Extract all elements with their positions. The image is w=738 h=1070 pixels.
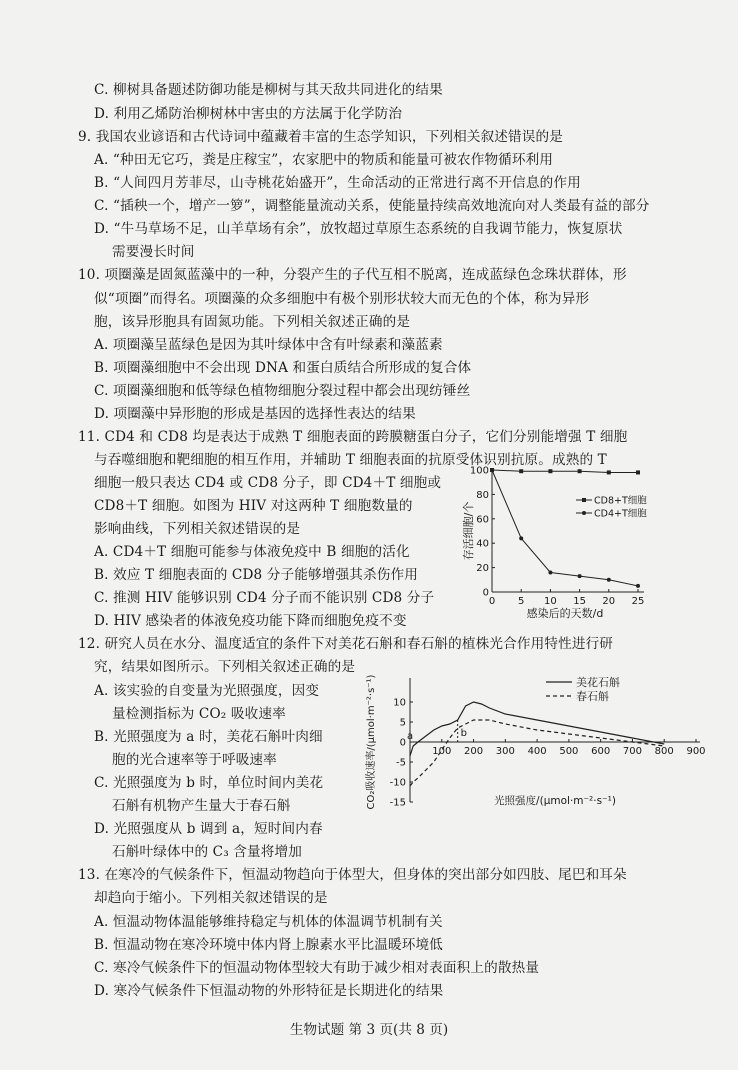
- x-tick-label: 15: [573, 596, 586, 607]
- q12-option-d-1: D. 光照强度从 b 调到 a，短时间内春: [94, 821, 323, 837]
- x-tick-label: 25: [631, 596, 645, 607]
- y-tick-label: 0: [482, 587, 489, 599]
- x-tick-label: 5: [518, 596, 525, 607]
- legend-label: 春石斛: [576, 690, 609, 703]
- q10-option-d: D. 项圈藻中异形胞的形成是基因的选择性表达的结果: [94, 406, 416, 422]
- q11-option-c: C. 推测 HIV 能够识别 CD4 分子而不能识别 CD8 分子: [94, 590, 435, 606]
- y-tick-label: 60: [476, 514, 489, 526]
- q13-option-a: A. 恒温动物体温能够维持稳定与机体的体温调节机制有关: [94, 914, 443, 930]
- q12-stem-2: 究，结果如图所示。下列相关叙述正确的是: [94, 659, 356, 675]
- q10-option-b: B. 项圈藻细胞中不会出现 DNA 和蛋白质结合所形成的复合体: [94, 360, 472, 376]
- y-tick-label: 20: [476, 563, 489, 575]
- x-tick-label: 600: [591, 746, 611, 757]
- y-tick-label: 0: [399, 737, 406, 749]
- q11-stem-2: 与吞噬细胞和靶细胞的相互作用，并辅助 T 细胞表面的抗原受体识别抗原。成熟的 T: [94, 452, 607, 468]
- q13-option-b: B. 恒温动物在寒冷环境中体内肾上腺素水平比温暖环境低: [94, 937, 443, 953]
- annotation-a: a: [406, 731, 414, 742]
- data-point-dot: [607, 578, 611, 582]
- q8-option-d: D. 利用乙烯防治柳树林中害虫的方法属于化学防治: [94, 106, 403, 122]
- q9-option-d-cont: 需要漫长时间: [112, 244, 195, 260]
- q11-option-b: B. 效应 T 细胞表面的 CD8 分子能够增强其杀伤作用: [94, 567, 418, 583]
- x-axis-title: 光照强度/(μmol·m⁻²·s⁻¹): [494, 795, 616, 807]
- q12-option-a-2: 量检测指标为 CO₂ 吸收速率: [112, 706, 286, 722]
- data-point-dot: [490, 468, 494, 472]
- x-tick-label: 800: [654, 746, 674, 757]
- x-tick-label: 100: [432, 746, 452, 757]
- series-line-1: [492, 470, 638, 586]
- x-tick-label: 10: [544, 596, 557, 607]
- y-tick-label: -15: [389, 797, 406, 809]
- x-tick-label: 500: [559, 746, 579, 757]
- y-axis-title: 存活细胞/个: [462, 501, 475, 561]
- y-tick-label: -10: [389, 777, 406, 789]
- q12-option-b-2: 胞的光合速率等于呼吸速率: [112, 752, 277, 768]
- data-point-square: [548, 469, 552, 473]
- q8-option-c: C. 柳树具备题述防御功能是柳树与其天敌共同进化的结果: [94, 82, 443, 98]
- y-tick-label: 100: [469, 465, 489, 477]
- data-point-dot: [636, 584, 640, 588]
- page-footer: 生物试题 第 3 页(共 8 页): [289, 1022, 449, 1038]
- q11-stem-1: 11. CD4 和 CD8 均是表达于成熟 T 细胞表面的跨膜糖蛋白分子，它们分别能增强 T 细胞: [78, 429, 628, 445]
- q12-option-a-1: A. 该实验的自变量为光照强度，因变: [94, 683, 320, 699]
- x-tick-label: 700: [622, 746, 642, 757]
- x-tick-label: 900: [686, 746, 706, 757]
- legend-marker: [582, 498, 586, 502]
- q12-stem-1: 12. 研究人员在水分、温度适宜的条件下对美花石斛和春石斛的植株光合作用特性进行研: [78, 636, 614, 652]
- q9-option-d: D. “牛马草场不足，山羊草场有余”，放牧超过草原生态系统的自我调节能力，恢复原状: [94, 221, 623, 237]
- q10-stem-2: 似“项圈”而得名。项圈藻的众多细胞中有极个别形状较大而无色的个体，称为异形: [94, 291, 590, 307]
- q11-option-d: D. HIV 感染者的体液免疫功能下降而细胞免疫不变: [94, 613, 407, 629]
- legend-label: CD4+T细胞: [594, 508, 647, 520]
- q10-stem-1: 10. 项圈藻是固氮蓝藻中的一种，分裂产生的子代互相不脱离，连成蓝绿色念珠状群体，形: [78, 267, 627, 283]
- data-point-square: [519, 469, 523, 473]
- q13-stem-1: 13. 在寒冷的气候条件下，恒温动物趋向于体型大，但身体的突出部分如四肢、尾巴和耳朵: [78, 867, 627, 883]
- data-point-square: [636, 470, 640, 474]
- data-point-square: [578, 469, 582, 473]
- annotation-b: b: [460, 728, 468, 739]
- q9-option-a: A. “种田无它巧，粪是庄稼宝”，农家肥中的物质和能量可被农作物循环利用: [94, 152, 554, 168]
- q12-option-c-2: 石斛有机物产生量大于春石斛: [112, 798, 291, 814]
- q10-option-a: A. 项圈藻呈蓝绿色是因为其叶绿体中含有叶绿素和藻蓝素: [94, 337, 443, 353]
- q12-option-d-2: 石斛叶绿体中的 C₃ 含量将增加: [112, 844, 303, 860]
- y-axis-title: CO₂吸收速率/(μmol·m⁻²·s⁻¹): [366, 674, 377, 810]
- q12-option-c-1: C. 光照强度为 b 时，单位时间内美花: [94, 775, 324, 791]
- x-axis-title: 感染后的天数/d: [526, 607, 604, 620]
- series-line-0: [492, 470, 638, 472]
- x-tick-label: 200: [464, 746, 484, 757]
- q12-option-b-1: B. 光照强度为 a 时，美花石斛叶肉细: [94, 729, 323, 745]
- x-tick-label: 20: [602, 596, 616, 607]
- hiv-tcell-chart: [452, 460, 664, 620]
- y-tick-label: 40: [476, 538, 489, 550]
- y-tick-label: 5: [399, 717, 406, 729]
- data-point-dot: [519, 536, 523, 540]
- x-tick-label: 300: [495, 746, 515, 757]
- q11-stem-4: CD8＋T 细胞。如图为 HIV 对这两种 T 细胞数量的: [94, 498, 413, 514]
- y-tick-label: -5: [396, 757, 406, 769]
- legend-label: 美花石斛: [576, 676, 620, 689]
- x-tick-label: 0: [488, 596, 496, 607]
- data-point-square: [607, 470, 611, 474]
- q10-option-c: C. 项圈藻细胞和低等绿色植物细胞分裂过程中都会出现纺锤丝: [94, 383, 471, 399]
- q13-stem-2: 却趋向于缩小。下列相关叙述错误的是: [94, 890, 328, 906]
- q10-stem-3: 胞，该异形胞具有固氮功能。下列相关叙述正确的是: [94, 314, 411, 330]
- photosynthesis-chart: [350, 668, 730, 816]
- q9-option-b: B. “人间四月芳菲尽，山寺桃花始盛开”，生命活动的正常进行离不开信息的作用: [94, 175, 581, 191]
- x-tick-label: 400: [527, 746, 547, 757]
- q13-option-d: D. 寒冷气候条件下恒温动物的外形特征是长期进化的结果: [94, 983, 444, 999]
- q9-option-c: C. “插秧一个，增产一箩”，调整能量流动关系，使能量持续高效地流向对人类最有益的部分: [94, 198, 650, 214]
- q11-stem-5: 影响曲线，下列相关叙述错误的是: [94, 521, 301, 537]
- y-tick-label: 10: [393, 697, 406, 709]
- q11-stem-3: 细胞一般只表达 CD4 或 CD8 分子，即 CD4＋T 细胞或: [94, 475, 442, 491]
- y-tick-label: 80: [476, 489, 489, 501]
- legend-marker: [582, 511, 586, 515]
- legend-label: CD8+T细胞: [594, 495, 647, 507]
- q9-stem: 9. 我国农业谚语和古代诗词中蕴藏着丰富的生态学知识，下列相关叙述错误的是: [78, 129, 564, 145]
- q11-option-a: A. CD4＋T 细胞可能参与体液免疫中 B 细胞的活化: [94, 544, 410, 560]
- data-point-dot: [578, 574, 582, 578]
- data-point-dot: [548, 570, 552, 574]
- q13-option-c: C. 寒冷气候条件下的恒温动物体型较大有助于减少相对表面积上的散热量: [94, 960, 540, 976]
